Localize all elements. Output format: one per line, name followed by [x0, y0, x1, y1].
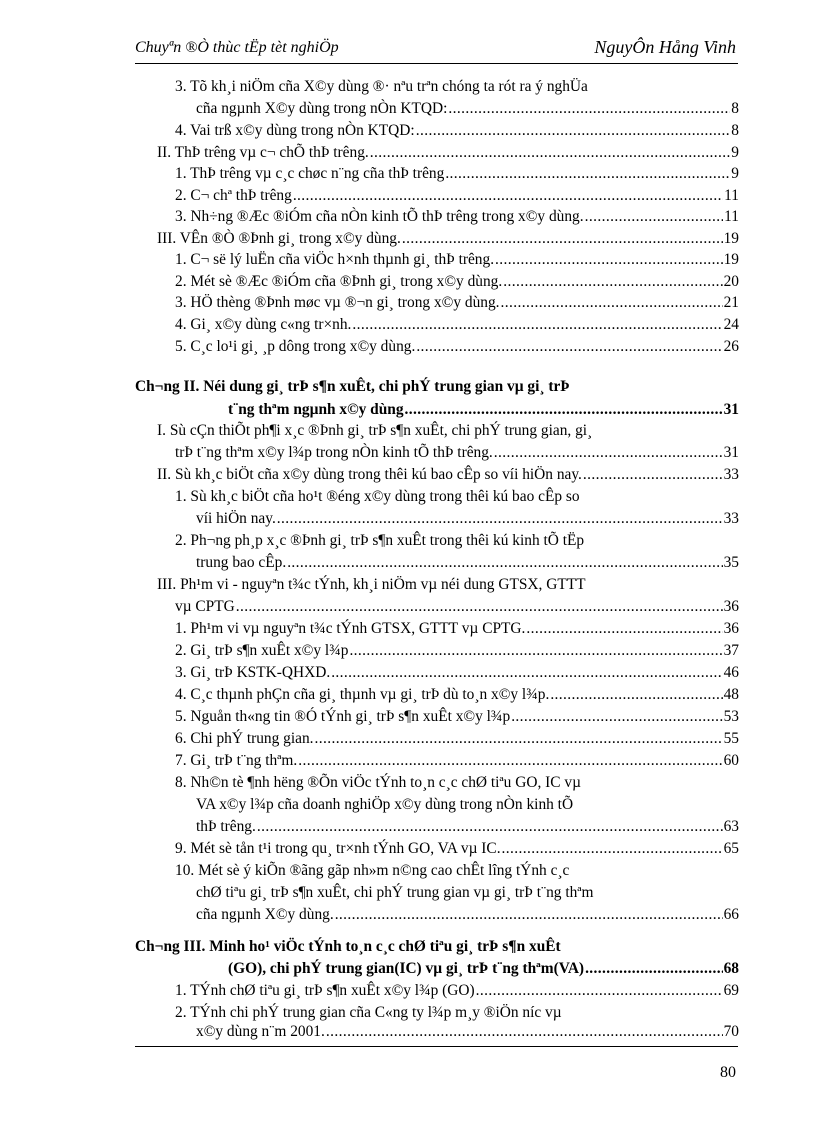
toc-entry-text: VA x©y l¾p cña doanh nghiÖp x©y dùng trong nÒn kinh tÕ	[196, 796, 574, 813]
toc-entry[interactable]	[175, 337, 739, 357]
toc-leader	[416, 121, 731, 141]
toc-page-number: 65	[723, 840, 739, 857]
toc-entry[interactable]	[175, 597, 739, 617]
toc-entry-text: 3. Tõ kh¸i niÖm cña X©y dùng ®· nªu trªn chóng ta rót ra ý nghÜa	[175, 78, 588, 95]
toc-entry-text: víi hiÖn nay.	[196, 510, 276, 527]
toc-entry[interactable]	[175, 293, 739, 313]
toc-page-number: 26	[723, 338, 739, 355]
toc-entry-text: II. Sù kh¸c biÖt cña x©y dùng trong thêi kú bao cÊp so víi hiÖn nay.	[157, 466, 582, 483]
toc-page-number: 33	[723, 466, 739, 483]
toc-entry[interactable]	[175, 663, 739, 683]
toc-entry-text: 3. Gi¸ trÞ KSTK-QHXD.	[175, 664, 331, 681]
footer-rule	[135, 1046, 738, 1047]
toc-entry[interactable]	[175, 250, 739, 270]
toc-entry[interactable]	[175, 121, 739, 141]
toc-page-number: 48	[723, 686, 739, 703]
toc-page-number: 8	[731, 122, 739, 139]
toc-page-number: 66	[723, 906, 739, 923]
toc-page-number: 46	[723, 664, 739, 681]
toc-entry[interactable]	[196, 99, 739, 119]
toc-page-number: 55	[723, 730, 739, 747]
toc-entry-text: 4. Gi¸ x©y dùng c«ng tr×nh.	[175, 316, 352, 333]
toc-entry[interactable]	[175, 186, 739, 206]
toc-leader	[405, 400, 723, 420]
toc-page-number: 24	[723, 316, 739, 333]
toc-entry-text: 5. C¸c lo¹i gi¸ ¸p dông trong x©y dùng.	[175, 338, 416, 355]
toc-page-number: 60	[723, 752, 739, 769]
toc-entry[interactable]	[196, 553, 739, 573]
toc-entry[interactable]	[175, 685, 739, 705]
toc-leader	[315, 729, 723, 749]
toc-entry-text: 5. Nguån th«ng tin ®Ó tÝnh gi¸ trÞ s¶n xuÊt x©y l¾p	[175, 708, 511, 725]
toc-entry[interactable]	[157, 143, 739, 163]
toc-page-number: 11	[724, 187, 739, 204]
toc-leader	[236, 597, 723, 617]
toc-entry[interactable]	[175, 981, 739, 1001]
toc-page-number: 70	[723, 1023, 739, 1040]
toc-leader	[476, 981, 723, 1001]
toc-entry[interactable]	[175, 641, 739, 661]
toc-page-number: 20	[723, 273, 739, 290]
toc-entry-text: 2. C¬ chª thÞ trêng	[175, 187, 292, 204]
toc-leader	[445, 164, 730, 184]
toc-leader	[502, 839, 723, 859]
toc-page-number: 37	[723, 642, 739, 659]
toc-entry-text: t¨ng thªm ngµnh x©y dùng	[228, 401, 404, 418]
chapter-heading[interactable]: Ch¬ng III. Minh ho¹ viÖc tÝnh to¸n c¸c chØ tiªu gi¸ trÞ s¶n xuÊt	[135, 938, 561, 955]
toc-leader	[331, 663, 722, 683]
page-number: 80	[720, 1064, 736, 1081]
toc-leader	[287, 553, 722, 573]
toc-leader	[402, 229, 723, 249]
toc-leader	[257, 817, 723, 837]
toc-leader	[495, 250, 723, 270]
toc-entry-text: III. VÊn ®Ò ®Þnh gi¸ trong x©y dùng.	[157, 230, 401, 247]
toc-entry[interactable]	[175, 707, 739, 727]
toc-entry[interactable]	[175, 839, 739, 859]
toc-leader	[583, 465, 723, 485]
toc-entry[interactable]	[196, 509, 739, 529]
toc-entry-text: III. Ph¹m vi - nguyªn t¾c tÝnh, kh¸i niÖm vµ néi dung GTSX, GTTT	[157, 576, 586, 593]
toc-entry-text: 1. TÝnh chØ tiªu gi¸ trÞ s¶n xuÊt x©y l¾p (GO)	[175, 982, 475, 999]
toc-entry-text: cña ngµnh X©y dùng trong nÒn KTQD:	[196, 100, 448, 117]
toc-entry[interactable]	[175, 164, 739, 184]
toc-entry-text: cña ngµnh X©y dùng.	[196, 906, 334, 923]
toc-leader	[293, 186, 723, 206]
toc-entry[interactable]	[196, 1022, 739, 1042]
toc-entry-text: 1. Sù kh¸c biÖt cña ho¹t ®éng x©y dùng trong thêi kú bao cÊp so	[175, 488, 580, 505]
toc-entry-text: 2. Gi¸ trÞ s¶n xuÊt x©y l¾p	[175, 642, 349, 659]
toc-entry[interactable]	[175, 619, 739, 639]
toc-entry-text: chØ tiªu gi¸ trÞ s¶n xuÊt, chi phÝ trung gian vµ gi¸ trÞ t¨ng thªm	[196, 884, 594, 901]
toc-page-number: 11	[724, 208, 739, 225]
toc-entry-text: 8. Nh©n tè ¶nh hëng ®Õn viÖc tÝnh to¸n c¸c chØ tiªu GO, IC vµ	[175, 774, 581, 791]
toc-leader	[501, 293, 723, 313]
toc-leader	[550, 685, 722, 705]
toc-entry-text: 10. Mét sè ý kiÕn ®ãng gãp nh»m n©ng cao chÊt lîng tÝnh c¸c	[175, 862, 570, 879]
toc-entry[interactable]	[196, 817, 739, 837]
toc-entry-text: 1. ThÞ trêng vµ c¸c chøc n¨ng cña thÞ trêng	[175, 165, 445, 182]
toc-entry-text: II. ThÞ trêng vµ c¬ chÕ thÞ trêng.	[157, 144, 369, 161]
toc-entry-text: 7. Gi¸ trÞ t¨ng thªm.	[175, 752, 298, 769]
toc-page-number: 9	[731, 144, 739, 161]
toc-page-number: 53	[723, 708, 739, 725]
toc-entry-text: 2. TÝnh chi phÝ trung gian cña C«ng ty l¾p m¸y ®iÖn níc vµ	[175, 1004, 562, 1021]
toc-entry[interactable]	[157, 465, 739, 485]
toc-entry[interactable]	[175, 443, 739, 463]
toc-entry-text: thÞ trêng.	[196, 818, 256, 835]
toc-entry-text: 6. Chi phÝ trung gian.	[175, 730, 314, 747]
toc-leader	[370, 143, 731, 163]
toc-entry-text: trung bao cÊp.	[196, 554, 287, 571]
toc-entry-text: 3. HÖ thèng ®Þnh møc vµ ®¬n gi¸ trong x©y dùng.	[175, 294, 500, 311]
toc-page-number: 68	[723, 960, 739, 977]
toc-entry[interactable]	[196, 905, 739, 925]
toc-leader	[277, 509, 723, 529]
toc-entry[interactable]	[175, 207, 739, 227]
toc-leader	[352, 315, 722, 335]
toc-leader	[511, 707, 722, 727]
toc-entry-text: 4. Vai trß x©y dùng trong nÒn KTQD:	[175, 122, 415, 139]
toc-leader	[298, 751, 722, 771]
toc-leader	[503, 272, 722, 292]
toc-entry[interactable]	[175, 751, 739, 771]
toc-page-number: 69	[723, 982, 739, 999]
toc-entry[interactable]	[228, 959, 739, 979]
toc-entry[interactable]	[175, 729, 739, 749]
toc-entry-text: vµ CPTG	[175, 598, 235, 615]
toc-page-number: 35	[723, 554, 739, 571]
toc-entry-text: trÞ t¨ng thªm x©y l¾p trong nÒn kinh tÕ thÞ trêng.	[175, 444, 493, 461]
toc-page-number: 31	[723, 444, 739, 461]
toc-leader	[349, 641, 722, 661]
toc-leader	[335, 905, 723, 925]
toc-page-number: 19	[723, 230, 739, 247]
toc-entry[interactable]	[175, 315, 739, 335]
header-title: Chuyªn ®Ò thùc tËp tèt nghiÖp	[135, 39, 339, 56]
toc-entry-text: 4. C¸c thµnh phÇn cña gi¸ thµnh vµ gi¸ trÞ dù to¸n x©y l¾p.	[175, 686, 550, 703]
toc-leader	[585, 959, 723, 979]
toc-page-number: 63	[723, 818, 739, 835]
header-author: NguyÔn Hång Vinh	[594, 37, 736, 57]
toc-entry[interactable]	[175, 272, 739, 292]
toc-entry-text: (GO), chi phÝ trung gian(IC) vµ gi¸ trÞ t¨ng thªm(VA)	[228, 960, 585, 977]
toc-entry-text: 2. Mét sè ®Æc ®iÓm cña ®Þnh gi¸ trong x©y dùng.	[175, 273, 503, 290]
toc-entry-text: 1. C¬ së lý luËn cña viÖc h×nh thµnh gi¸ thÞ trêng.	[175, 251, 495, 268]
toc-leader	[585, 207, 724, 227]
toc-leader	[526, 619, 722, 639]
toc-page-number: 9	[731, 165, 739, 182]
toc-leader	[448, 99, 730, 119]
toc-leader	[416, 337, 722, 357]
toc-leader	[326, 1022, 723, 1042]
toc-page-number: 33	[723, 510, 739, 527]
toc-entry-text: I. Sù cÇn thiÕt ph¶i x¸c ®Þnh gi¸ trÞ s¶n xuÊt, chi phÝ trung gian, gi¸	[157, 422, 593, 439]
toc-entry-text: 9. Mét sè tån t¹i trong qu¸ tr×nh tÝnh GO, VA vµ IC.	[175, 840, 501, 857]
toc-page-number: 21	[723, 294, 739, 311]
toc-entry[interactable]	[228, 400, 739, 420]
page-header	[135, 37, 738, 64]
toc-page-number: 36	[723, 598, 739, 615]
toc-entry[interactable]	[157, 229, 739, 249]
toc-page-number: 19	[723, 251, 739, 268]
toc-entry-text: x©y dùng n¨m 2001.	[196, 1023, 325, 1040]
toc-page-number: 36	[723, 620, 739, 637]
toc-entry-text: 3. Nh÷ng ®Æc ®iÓm cña nÒn kinh tÕ thÞ trêng trong x©y dùng.	[175, 208, 584, 225]
toc-leader	[494, 443, 723, 463]
toc-entry-text: 1. Ph¹m vi vµ nguyªn t¾c tÝnh GTSX, GTTT vµ CPTG.	[175, 620, 526, 637]
chapter-heading[interactable]: Ch¬ng II. Néi dung gi¸ trÞ s¶n xuÊt, chi phÝ trung gian vµ gi¸ trÞ	[135, 378, 570, 395]
toc-page-number: 31	[723, 401, 739, 418]
toc-entry-text: 2. Ph¬ng ph¸p x¸c ®Þnh gi¸ trÞ s¶n xuÊt trong thêi kú kinh tÕ tËp	[175, 532, 585, 549]
toc-page-number: 8	[731, 100, 739, 117]
